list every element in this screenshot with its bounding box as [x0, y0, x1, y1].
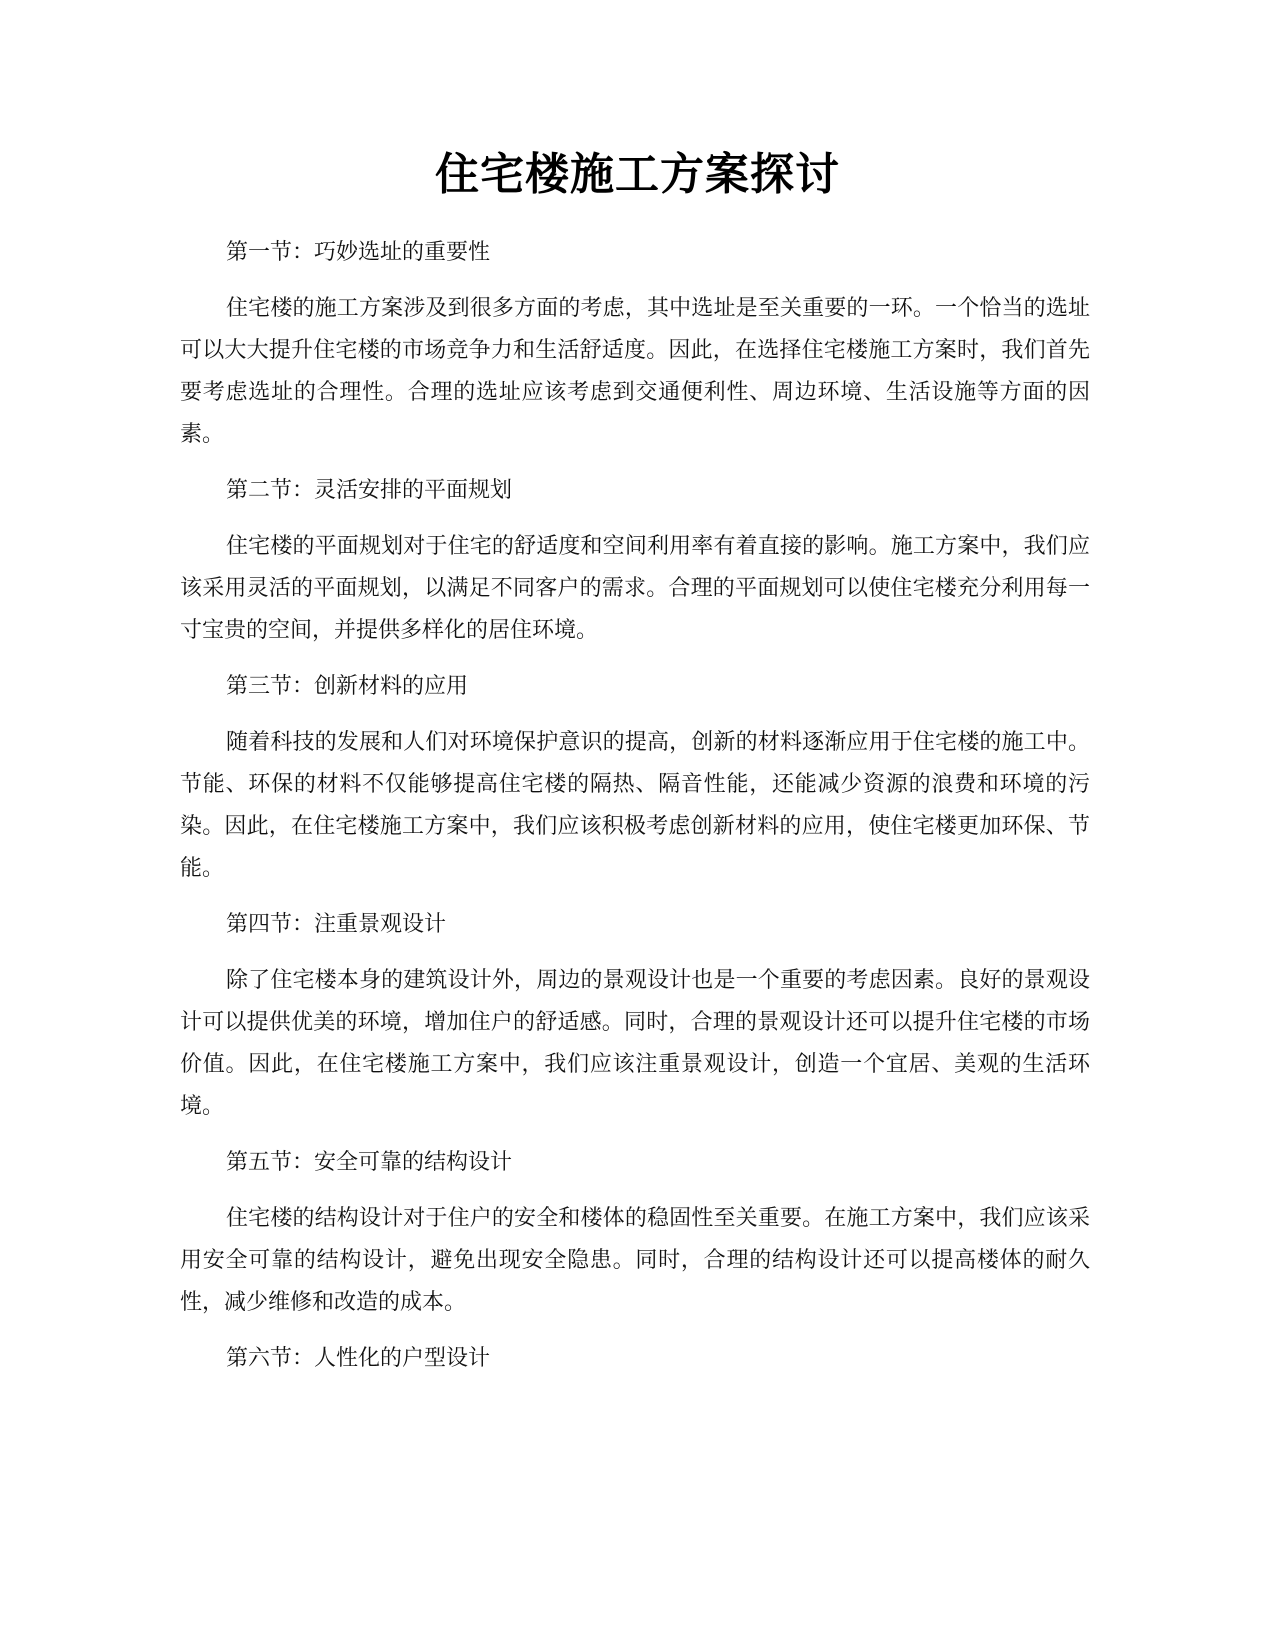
section-paragraph: 住宅楼的平面规划对于住宅的舒适度和空间利用率有着直接的影响。施工方案中，我们应该采用灵活的平面规划，以满足不同客户的需求。合理的平面规划可以使住宅楼充分利用每一寸宝贵的空间，并提供多样化的居住环境。 — [180, 534, 1090, 643]
section-paragraph: 除了住宅楼本身的建筑设计外，周边的景观设计也是一个重要的考虑因素。良好的景观设计可以提供优美的环境，增加住户的舒适感。同时，合理的景观设计还可以提升住宅楼的市场价值。因此，在住宅楼施工方案中，我们应该注重景观设计，创造一个宜居、美观的生活环境。 — [180, 968, 1090, 1119]
section-heading: 第一节：巧妙选址的重要性 — [226, 240, 491, 265]
section-paragraph: 随着科技的发展和人们对环境保护意识的提高，创新的材料逐渐应用于住宅楼的施工中。节能、环保的材料不仅能够提高住宅楼的隔热、隔音性能，还能减少资源的浪费和环境的污染。因此，在住宅楼施工方案中，我们应该积极考虑创新材料的应用，使住宅楼更加环保、节能。 — [180, 730, 1090, 881]
document-title: 住宅楼施工方案探讨 — [435, 149, 840, 200]
section-heading: 第五节：安全可靠的结构设计 — [226, 1150, 513, 1175]
section-paragraph: 住宅楼的施工方案涉及到很多方面的考虑，其中选址是至关重要的一环。一个恰当的选址可以大大提升住宅楼的市场竞争力和生活舒适度。因此，在选择住宅楼施工方案时，我们首先要考虑选址的合理性。合理的选址应该考虑到交通便利性、周边环境、生活设施等方面的因素。 — [180, 296, 1090, 447]
section-heading: 第四节：注重景观设计 — [226, 912, 447, 937]
section-heading: 第六节：人性化的户型设计 — [226, 1346, 491, 1371]
section-heading: 第三节：创新材料的应用 — [226, 674, 469, 699]
document-body — [180, 232, 1090, 1380]
section-paragraph: 住宅楼的结构设计对于住户的安全和楼体的稳固性至关重要。在施工方案中，我们应该采用安全可靠的结构设计，避免出现安全隐患。同时，合理的结构设计还可以提高楼体的耐久性，减少维修和改造的成本。 — [180, 1206, 1090, 1315]
section-heading: 第二节：灵活安排的平面规划 — [226, 478, 513, 503]
